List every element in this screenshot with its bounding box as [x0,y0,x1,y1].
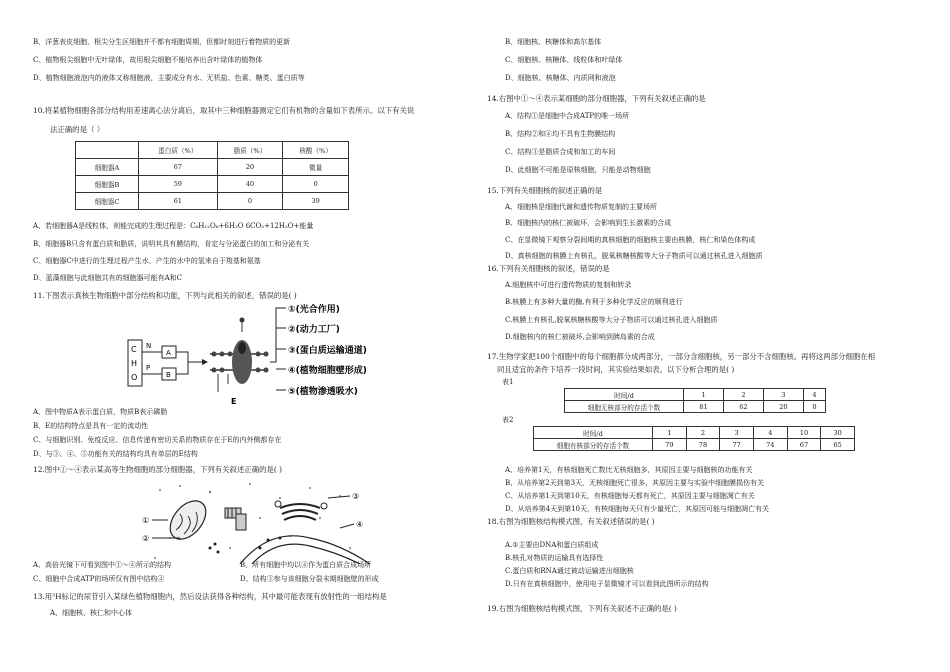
table-cell: 核酸（%） [283,142,349,159]
table-cell: 67 [787,439,821,451]
table-cell: 0 [217,193,283,210]
label-3: ③ [352,492,360,501]
table-cell: 4 [803,389,825,401]
table-row [76,176,349,193]
q17-option-b: B、从培养第2天到第3天，无核细胞死亡很多，其原因主要与实验中细胞膜损伤有关 [505,479,765,487]
q9-option-c: C、植物根尖细胞中无叶绿体，故用根尖细胞不能培养出含叶绿体的植物体 [33,56,263,64]
q12-option-a: A、高倍光镜下可看到图中①～④所示的结构 [33,561,172,569]
table-cell: 77 [720,439,754,451]
table-header-row [76,142,349,159]
table-cell: 20 [763,401,803,413]
table-cell: 59 [139,176,218,193]
label-n: N [146,342,152,350]
q13-option-d: D、细胞核、核糖体、内质网和液泡 [505,74,616,82]
table-cell: 67 [139,159,218,176]
table-cell: 3 [763,389,803,401]
merge-arrow [176,352,202,362]
table-cell: 1 [653,427,687,439]
table-cell: 1 [684,389,724,401]
table-cell: 细胞器C [76,193,139,210]
label-2: ② [142,534,150,543]
q17-stem-line2: 同且适宜的条件下培养一段时间，其实验结果如表。以下分析合理的是( ) [497,365,735,374]
function-4: ④(植物细胞壁形成) [288,366,367,376]
q13-option-b: B、细胞核、核糖体和高尔基体 [505,38,602,46]
label-1: ① [142,516,150,525]
q15-option-a: A、细胞核是细胞代谢和遗传物质复制的主要场所 [505,203,658,211]
table-cell: 微量 [283,159,349,176]
q11-cell-structure-diagram [118,302,408,410]
table-cell: 74 [753,439,787,451]
membrane-structure-icon [210,318,269,393]
q13-option-c: C、细胞核、核糖体、线粒体和叶绿体 [505,56,623,64]
element-c: C [131,345,137,354]
pointer-line [340,524,354,528]
table-row [534,439,855,451]
q10-option-b: B、细胞器B只含有蛋白质和脂质，说明其具有膜结构，肯定与分泌蛋白的加工和分泌有关 [33,240,310,248]
q11-option-a: A、图中物质A表示蛋白质，物质B表示磷脂 [33,408,168,416]
table-cell: 0 [803,401,825,413]
q17-option-c: C、从培养第1天到第10天，有核细胞每天都有死亡，其原因主要与细胞凋亡有关 [505,492,755,500]
table-cell: 61 [139,193,218,210]
q18-option-a: A.①主要由DNA和蛋白质组成 [505,541,599,549]
q15-option-d: D、真核细胞的核膜上有核孔，脱氧核糖核酸等大分子物质可以通过核孔进入细胞质 [505,252,763,260]
merge-arrow [176,362,188,374]
q10-stem-line2: 法正确的是（ ） [50,125,105,134]
q10-stem-line1: 10.将某植物细胞各部分结构用差速离心法分离后，取其中三种细胞器测定它们有机物的含量如下表所示。以下有关说 [33,106,415,115]
table-cell: 2 [686,427,720,439]
table2-label: 表2 [502,416,514,424]
table-cell: 蛋白质（%） [139,142,218,159]
table-cell: 细胞器A [76,159,139,176]
q11-option-c: C、与细胞识别、免疫反应、信息传递有密切关系的物质存在于E的内外侧都存在 [33,436,282,444]
q12-stem: 12.图中①～④表示某高等生物细胞的部分细胞器，下列有关叙述正确的是( ) [33,465,282,474]
q14-stem: 14.右图中①～④表示某细胞的部分细胞器，下列有关叙述正确的是 [487,94,706,103]
q15-stem: 15.下列有关细胞核的叙述正确的是 [487,186,603,195]
element-h: H [131,359,138,368]
table-header-row [565,389,826,401]
q14-option-d: D、此细胞不可能是原核细胞，只能是动物细胞 [505,166,651,174]
q10-organelle-table [75,141,349,210]
table-header-row [534,427,855,439]
table-cell: 62 [723,401,763,413]
q17-table2 [533,426,855,451]
table-cell: 细胞有核部分的存活个数 [534,439,653,451]
centriole-icon [225,508,246,530]
label-4: ④ [356,520,364,529]
table-cell: 4 [753,427,787,439]
q14-option-b: B、结构②和④均不具有生物膜结构 [505,130,616,138]
q18-option-b: B.核孔对物质的运输具有选择性 [505,554,604,562]
arrow-head [202,359,208,365]
q16-option-d: D.细胞核内的核仁被破坏,会影响到胰岛素的合成 [505,333,655,341]
function-3: ③(蛋白质运输通道) [288,346,367,356]
table1-label: 表1 [502,378,514,386]
table-cell: 脂质（%） [217,142,283,159]
pointer-line [328,496,350,498]
label-p: P [146,364,151,372]
table-cell: 30 [821,427,855,439]
q11-option-d: D、与③、④、⑤功能有关的结构均具有单层的E结构 [33,450,198,458]
table-cell: 79 [653,439,687,451]
box-a-label: A [166,349,171,357]
q19-stem: 19.右图为细胞核结构模式图，下列有关叙述不正确的是( ) [487,604,677,613]
table-cell: 3 [720,427,754,439]
q17-option-a: A、培养第1天，有核细胞死亡数比无核细胞多，其原因主要与细胞核的功能有关 [505,466,753,474]
table-cell: 细胞器B [76,176,139,193]
q18-option-c: C.蛋白质和RNA通过被动运输进出细胞核 [505,567,634,575]
ribosome-dots [209,537,282,554]
element-o: O [131,373,138,382]
q12-option-b: B、所有细胞中均以④作为蛋白质合成场所 [240,561,372,569]
q10-option-c: C、细胞器C中进行的生理过程产生水，产生的水中的氢来自于羧基和氨基 [33,257,261,265]
q9-option-d: D、植物细胞液泡内的液体又称细胞液，主要成分有水、无机盐、色素、糖类、蛋白质等 [33,74,305,82]
table-cell: 78 [686,439,720,451]
table-cell: 细胞无核部分的存活个数 [565,401,684,413]
golgi-icon [275,501,327,520]
table-cell: 39 [283,193,349,210]
table-cell [76,142,139,159]
q10-option-a: A、若细胞器A是线粒体，则能完成的生理过程是：C₆H₁₂O₆+6H₂O 6CO₂+12H₂O+能量 [33,222,314,230]
table-row [76,193,349,210]
table-cell: 20 [217,159,283,176]
function-5: ⑤(植物渗透吸水) [288,387,358,397]
q14-option-a: A、结构①是细胞中合成ATP的唯一场所 [505,112,630,120]
label-e: E [231,397,237,406]
q12-option-d: D、结构③参与该细胞分裂末期细胞壁的形成 [240,575,379,583]
branch-lines [270,308,286,390]
q13-stem: 13.用³H标记的尿苷引入某绿色植物细胞内，然后设法获得各种结构，其中最可能表现有放射性的一组结构是 [33,592,387,601]
q18-option-d: D.只有在真核细胞中，使用电子显微镜才可以看到此图所示的结构 [505,580,709,588]
table-cell: 81 [684,401,724,413]
table-cell: 时间/d [534,427,653,439]
q15-option-c: C、在显微镜下观察分裂间期的真核细胞的细胞核主要由核膜，核仁和染色体构成 [505,236,756,244]
table-cell: 40 [217,176,283,193]
q16-option-c: C.核膜上有核孔,脱氧核糖核酸等大分子物质可以通过核孔进入细胞质 [505,316,718,324]
q17-table1 [564,388,826,413]
q16-stem: 16.下列有关细胞核的叙述，错误的是 [487,264,610,273]
q15-option-b: B、细胞核内的核仁被破坏，会影响到生长激素的合成 [505,219,672,227]
q9-option-b: B、洋葱表皮细胞、根尖分生区细胞并不都有细胞周期，但都时刻进行着物质的更新 [33,38,291,46]
function-1: ①(光合作用) [288,305,340,315]
q12-option-c: C、细胞中合成ATP的场所仅有图中结构④ [33,575,165,583]
q14-option-c: C、结构③是脂质合成和加工的车间 [505,148,616,156]
q16-option-a: A.细胞核中可进行遗传物质的复制和转录 [505,281,632,289]
table-cell: 10 [787,427,821,439]
q17-stem-line1: 17.生物学家把100个细胞中的每个细胞都分成两部分，一部分含细胞核，另一部分不含细胞核。再将这两部分细胞在相 [487,352,876,361]
table-row [76,159,349,176]
table-cell: 0 [283,176,349,193]
q12-organelle-diagram [140,478,380,564]
table-cell: 时间/d [565,389,684,401]
q10-option-d: D、蓝藻细胞与此细胞共有的细胞器可能有A和C [33,274,183,282]
q18-stem: 18.右图为细胞核结构模式图，有关叙述错误的是( ) [487,517,655,526]
q11-option-b: B、E的结构特点是具有一定的流动性 [33,422,149,430]
function-2: ②(动力工厂) [288,325,340,335]
table-cell: 65 [821,439,855,451]
q13-option-a: A、细胞核、核仁和中心体 [50,609,133,617]
q11-stem: 11.下图表示真核生物细胞中部分结构和功能，下列与此相关的叙述，错误的是( ) [33,291,297,300]
q17-option-d: D、从培养第4天到第10天，有核细胞每天只有少量死亡，其原因可能与细胞凋亡有关 [505,505,769,513]
table-row [565,401,826,413]
box-b-label: B [166,371,171,379]
rough-er-icon [240,536,370,564]
table-cell: 2 [723,389,763,401]
q16-option-b: B.核膜上有多种大量的酶,有利于多种化学反应的顺利进行 [505,298,683,306]
